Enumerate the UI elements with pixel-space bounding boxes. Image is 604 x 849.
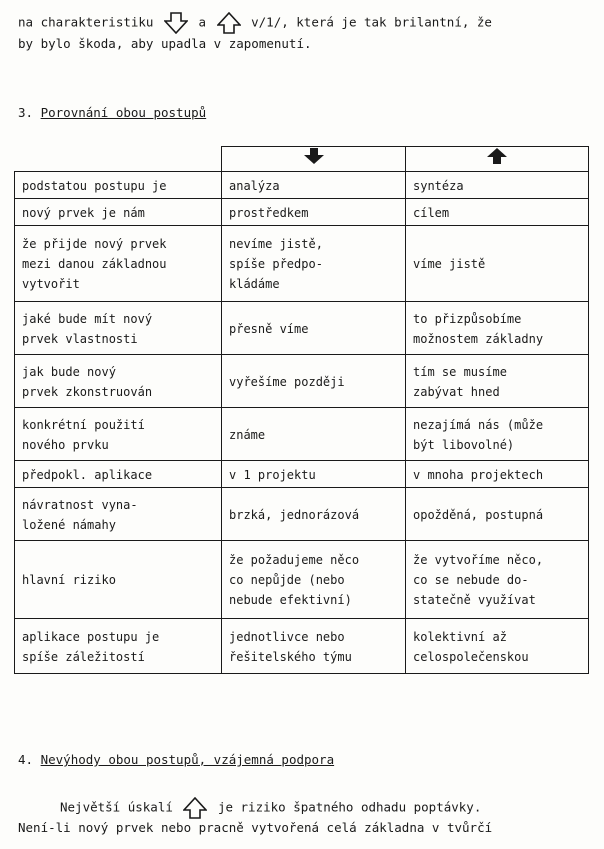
synthesis-cell: opožděná, postupná [413, 507, 544, 522]
table-row [15, 541, 589, 619]
comparison-table [14, 146, 589, 674]
synthesis-cell: to přizpůsobíme možnostem základny [413, 311, 544, 346]
row-label: podstatou postupu je [22, 178, 167, 193]
row-label: jak bude nový prvek zkonstruován [22, 364, 153, 399]
header-blank-cell [15, 147, 222, 172]
section-3-number: 3. [18, 105, 34, 120]
table-row [15, 355, 589, 408]
intro-line-2: by bylo škoda, aby upadla v zapomenutí. [18, 36, 312, 51]
synthesis-cell: tím se musíme zabývat hned [413, 364, 507, 399]
analysis-cell: analýza [229, 178, 280, 193]
paragraph-line-1 [60, 797, 481, 819]
table-row [15, 461, 589, 488]
analysis-cell: brzká, jednorázová [229, 507, 360, 522]
paragraph-text-b: je riziko špatného odhadu poptávky. [217, 799, 482, 815]
paragraph-text-a: Největší úskalí [60, 799, 173, 815]
table-row [15, 488, 589, 541]
synthesis-cell: cílem [413, 205, 450, 220]
table-header-row [15, 147, 589, 172]
paragraph-line-2: Není-li nový prvek nebo pracně vytvořená celá základna v tvůrčí [18, 820, 493, 835]
arrow-down-icon [303, 147, 325, 165]
section-3-title: Porovnání obou postupů [40, 105, 207, 120]
synthesis-cell: že vytvoříme něco, co se nebude do- statečně využívat [413, 553, 544, 607]
synthesis-cell: víme jistě [413, 257, 486, 271]
table-row [15, 408, 589, 461]
row-label: hlavní riziko [22, 573, 116, 587]
row-label: návratnost vyna- ložené námahy [22, 497, 138, 532]
row-label: konkrétní použití nového prvku [22, 417, 145, 452]
table-row [15, 226, 589, 302]
row-label: že přijde nový prvek mezi danou základnou vytvořit [22, 237, 167, 291]
analysis-cell: známe [229, 427, 266, 442]
table-row [15, 172, 589, 199]
row-label: nový prvek je nám [22, 205, 145, 220]
analysis-cell: přesně víme [229, 321, 309, 336]
synthesis-cell: kolektivní až celospolečenskou [413, 629, 529, 664]
analysis-cell: nevíme jistě, spíše předpo- kládáme [229, 237, 323, 291]
row-label: aplikace postupu je spíše záležitostí [22, 629, 160, 664]
row-label: předpokl. aplikace [22, 467, 153, 482]
intro-line-1 [18, 12, 492, 34]
analysis-cell: v 1 projektu [229, 467, 316, 482]
analysis-cell: prostředkem [229, 205, 309, 220]
analysis-cell: že požadujeme něco co nepůjde (nebo nebude efektivní) [229, 553, 360, 607]
table-row [15, 302, 589, 355]
section-3-heading [18, 107, 206, 120]
row-label: jaké bude mít nový prvek vlastnosti [22, 311, 153, 346]
analysis-cell: vyřešíme později [229, 374, 345, 389]
analysis-cell: jednotlivce nebo řešitelského týmu [229, 629, 352, 664]
intro-text-a: na charakteristiku [18, 14, 154, 30]
section-4-title: Nevýhody obou postupů, vzájemná podpora [40, 752, 335, 767]
synthesis-cell: syntéza [413, 178, 464, 193]
arrow-up-icon [486, 147, 508, 165]
section-4-number: 4. [18, 752, 34, 767]
table-row [15, 199, 589, 226]
header-analysis-cell [222, 147, 406, 172]
synthesis-cell: v mnoha projektech [413, 467, 544, 482]
synthesis-cell: nezajímá nás (může být libovolné) [413, 417, 544, 452]
intro-text-b: a [198, 14, 207, 30]
table-row [15, 619, 589, 674]
section-4-heading [18, 754, 334, 767]
hollow-arrow-up-icon [183, 797, 207, 819]
intro-text-c: v/1/, která je tak brilantní, že [251, 14, 492, 30]
hollow-arrow-down-icon [164, 12, 188, 34]
hollow-arrow-up-icon [217, 12, 241, 34]
header-synthesis-cell [406, 147, 589, 172]
